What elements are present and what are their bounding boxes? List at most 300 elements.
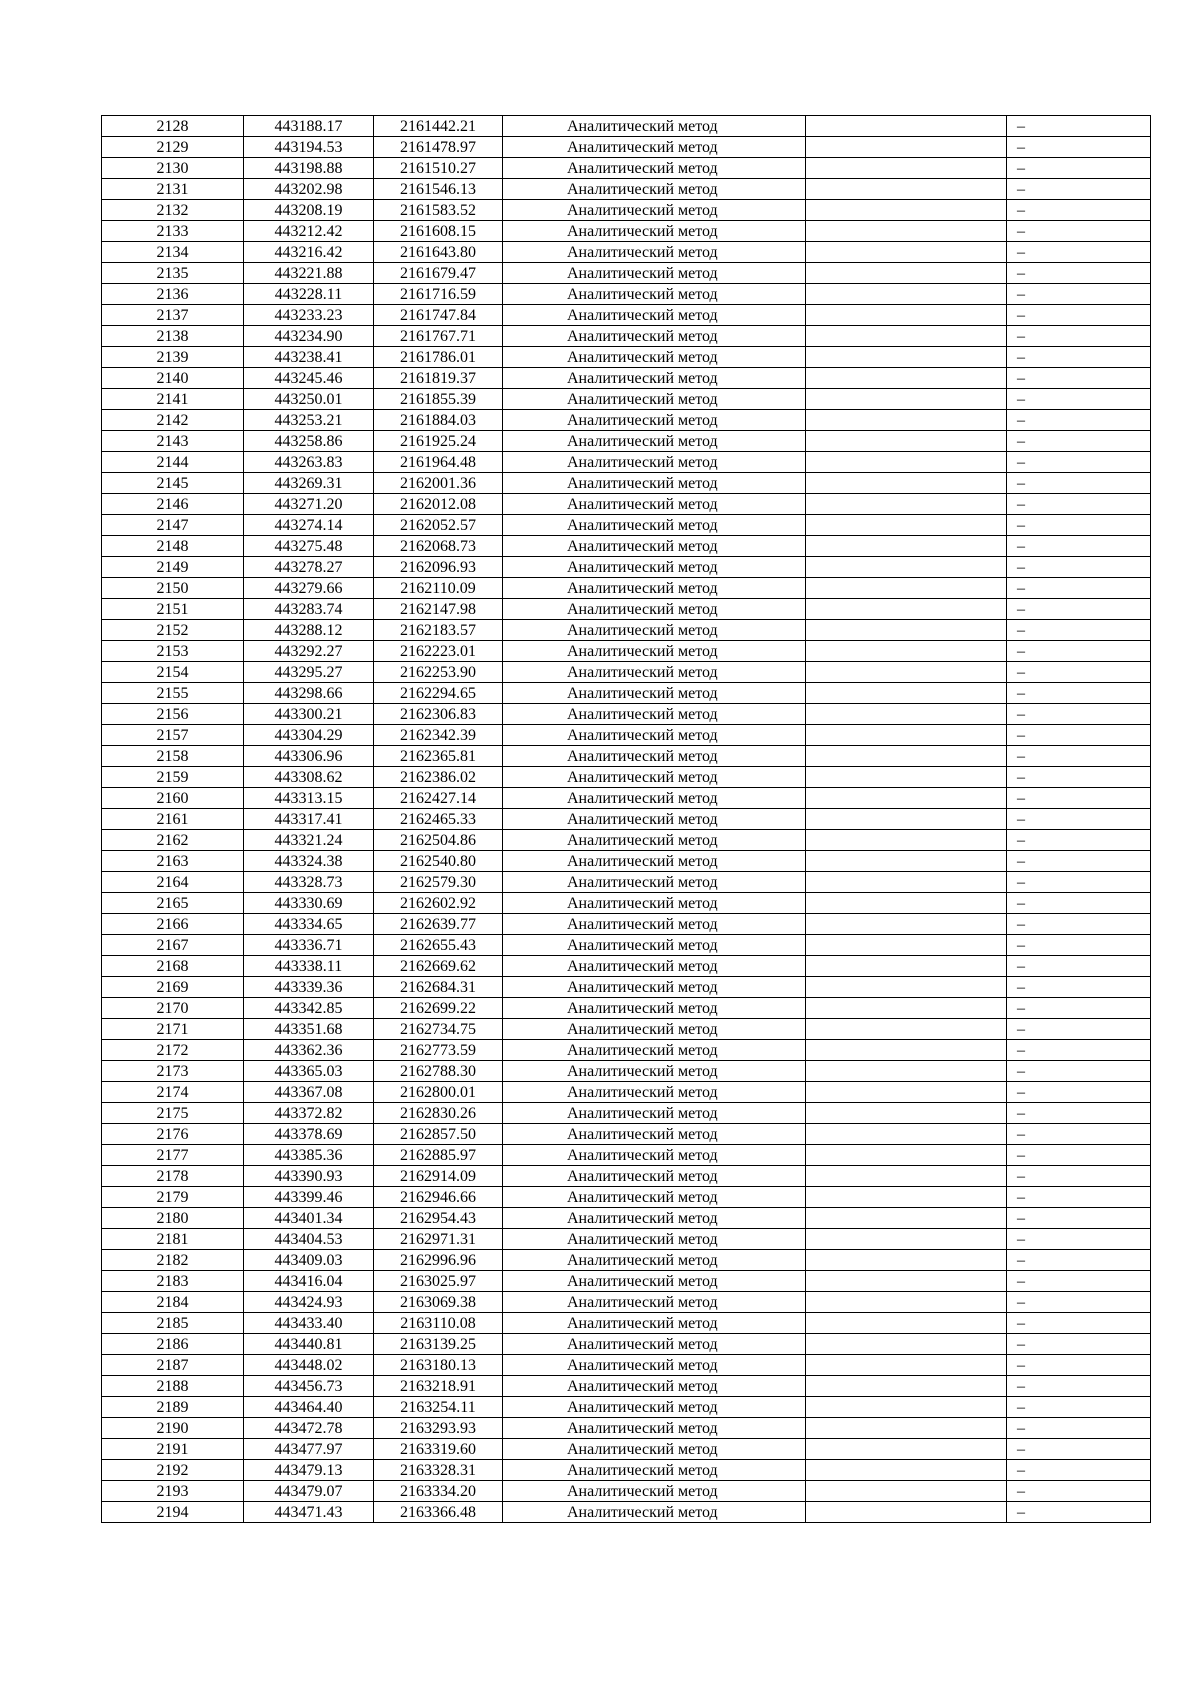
blank-cell [806, 1460, 1007, 1481]
y-coordinate-cell: 2162052.57 [374, 515, 503, 536]
table-row [102, 662, 1151, 683]
y-coordinate-cell: 2162830.26 [374, 1103, 503, 1124]
blank-cell [806, 557, 1007, 578]
x-coordinate-cell: 443238.41 [244, 347, 374, 368]
point-number-cell: 2161 [102, 809, 244, 830]
dash-cell: – [1007, 620, 1151, 641]
method-cell: Аналитический метод [503, 1502, 806, 1523]
blank-cell [806, 137, 1007, 158]
method-cell: Аналитический метод [503, 1271, 806, 1292]
blank-cell [806, 1208, 1007, 1229]
point-number-cell: 2154 [102, 662, 244, 683]
y-coordinate-cell: 2161964.48 [374, 452, 503, 473]
x-coordinate-cell: 443245.46 [244, 368, 374, 389]
dash-cell: – [1007, 1145, 1151, 1166]
blank-cell [806, 1019, 1007, 1040]
x-coordinate-cell: 443198.88 [244, 158, 374, 179]
method-cell: Аналитический метод [503, 788, 806, 809]
blank-cell [806, 1124, 1007, 1145]
dash-cell: – [1007, 851, 1151, 872]
point-number-cell: 2137 [102, 305, 244, 326]
x-coordinate-cell: 443278.27 [244, 557, 374, 578]
x-coordinate-cell: 443404.53 [244, 1229, 374, 1250]
blank-cell [806, 599, 1007, 620]
y-coordinate-cell: 2162147.98 [374, 599, 503, 620]
dash-cell: – [1007, 557, 1151, 578]
y-coordinate-cell: 2161925.24 [374, 431, 503, 452]
point-number-cell: 2170 [102, 998, 244, 1019]
point-number-cell: 2166 [102, 914, 244, 935]
blank-cell [806, 536, 1007, 557]
point-number-cell: 2131 [102, 179, 244, 200]
x-coordinate-cell: 443253.21 [244, 410, 374, 431]
point-number-cell: 2135 [102, 263, 244, 284]
blank-cell [806, 1481, 1007, 1502]
x-coordinate-cell: 443385.36 [244, 1145, 374, 1166]
method-cell: Аналитический метод [503, 830, 806, 851]
table-row [102, 410, 1151, 431]
dash-cell: – [1007, 242, 1151, 263]
method-cell: Аналитический метод [503, 998, 806, 1019]
method-cell: Аналитический метод [503, 221, 806, 242]
method-cell: Аналитический метод [503, 1292, 806, 1313]
point-number-cell: 2163 [102, 851, 244, 872]
y-coordinate-cell: 2162699.22 [374, 998, 503, 1019]
x-coordinate-cell: 443399.46 [244, 1187, 374, 1208]
blank-cell [806, 1313, 1007, 1334]
y-coordinate-cell: 2162012.08 [374, 494, 503, 515]
point-number-cell: 2128 [102, 116, 244, 137]
y-coordinate-cell: 2163319.60 [374, 1439, 503, 1460]
method-cell: Аналитический метод [503, 305, 806, 326]
method-cell: Аналитический метод [503, 872, 806, 893]
blank-cell [806, 494, 1007, 515]
table-row [102, 746, 1151, 767]
y-coordinate-cell: 2161855.39 [374, 389, 503, 410]
x-coordinate-cell: 443216.42 [244, 242, 374, 263]
method-cell: Аналитический метод [503, 641, 806, 662]
table-row [102, 977, 1151, 998]
x-coordinate-cell: 443228.11 [244, 284, 374, 305]
y-coordinate-cell: 2161819.37 [374, 368, 503, 389]
x-coordinate-cell: 443212.42 [244, 221, 374, 242]
point-number-cell: 2194 [102, 1502, 244, 1523]
point-number-cell: 2165 [102, 893, 244, 914]
x-coordinate-cell: 443317.41 [244, 809, 374, 830]
method-cell: Аналитический метод [503, 1229, 806, 1250]
table-row [102, 200, 1151, 221]
y-coordinate-cell: 2162639.77 [374, 914, 503, 935]
method-cell: Аналитический метод [503, 158, 806, 179]
point-number-cell: 2144 [102, 452, 244, 473]
blank-cell [806, 830, 1007, 851]
blank-cell [806, 1292, 1007, 1313]
blank-cell [806, 1355, 1007, 1376]
point-number-cell: 2176 [102, 1124, 244, 1145]
dash-cell: – [1007, 158, 1151, 179]
dash-cell: – [1007, 1355, 1151, 1376]
y-coordinate-cell: 2162684.31 [374, 977, 503, 998]
table-row [102, 305, 1151, 326]
method-cell: Аналитический метод [503, 179, 806, 200]
table-row [102, 1481, 1151, 1502]
method-cell: Аналитический метод [503, 1040, 806, 1061]
y-coordinate-cell: 2163139.25 [374, 1334, 503, 1355]
x-coordinate-cell: 443339.36 [244, 977, 374, 998]
point-number-cell: 2164 [102, 872, 244, 893]
method-cell: Аналитический метод [503, 1082, 806, 1103]
x-coordinate-cell: 443274.14 [244, 515, 374, 536]
method-cell: Аналитический метод [503, 1418, 806, 1439]
table-row [102, 1103, 1151, 1124]
point-number-cell: 2136 [102, 284, 244, 305]
point-number-cell: 2192 [102, 1460, 244, 1481]
dash-cell: – [1007, 956, 1151, 977]
y-coordinate-cell: 2162386.02 [374, 767, 503, 788]
blank-cell [806, 935, 1007, 956]
dash-cell: – [1007, 284, 1151, 305]
dash-cell: – [1007, 1481, 1151, 1502]
point-number-cell: 2186 [102, 1334, 244, 1355]
x-coordinate-cell: 443308.62 [244, 767, 374, 788]
blank-cell [806, 305, 1007, 326]
x-coordinate-cell: 443477.97 [244, 1439, 374, 1460]
y-coordinate-cell: 2162946.66 [374, 1187, 503, 1208]
blank-cell [806, 683, 1007, 704]
table-row [102, 158, 1151, 179]
x-coordinate-cell: 443279.66 [244, 578, 374, 599]
blank-cell [806, 326, 1007, 347]
method-cell: Аналитический метод [503, 1355, 806, 1376]
blank-cell [806, 116, 1007, 137]
method-cell: Аналитический метод [503, 683, 806, 704]
table-row [102, 830, 1151, 851]
method-cell: Аналитический метод [503, 1061, 806, 1082]
dash-cell: – [1007, 494, 1151, 515]
dash-cell: – [1007, 1103, 1151, 1124]
x-coordinate-cell: 443351.68 [244, 1019, 374, 1040]
point-number-cell: 2162 [102, 830, 244, 851]
blank-cell [806, 200, 1007, 221]
y-coordinate-cell: 2163025.97 [374, 1271, 503, 1292]
method-cell: Аналитический метод [503, 1460, 806, 1481]
blank-cell [806, 998, 1007, 1019]
table-row [102, 431, 1151, 452]
table-row [102, 557, 1151, 578]
table-row [102, 1439, 1151, 1460]
dash-cell: – [1007, 1019, 1151, 1040]
y-coordinate-cell: 2162465.33 [374, 809, 503, 830]
dash-cell: – [1007, 431, 1151, 452]
point-number-cell: 2184 [102, 1292, 244, 1313]
table-row [102, 725, 1151, 746]
y-coordinate-cell: 2162294.65 [374, 683, 503, 704]
method-cell: Аналитический метод [503, 662, 806, 683]
y-coordinate-cell: 2163180.13 [374, 1355, 503, 1376]
y-coordinate-cell: 2162800.01 [374, 1082, 503, 1103]
blank-cell [806, 1271, 1007, 1292]
y-coordinate-cell: 2162306.83 [374, 704, 503, 725]
x-coordinate-cell: 443269.31 [244, 473, 374, 494]
method-cell: Аналитический метод [503, 599, 806, 620]
blank-cell [806, 1376, 1007, 1397]
blank-cell [806, 158, 1007, 179]
x-coordinate-cell: 443313.15 [244, 788, 374, 809]
table-row [102, 284, 1151, 305]
y-coordinate-cell: 2162253.90 [374, 662, 503, 683]
point-number-cell: 2138 [102, 326, 244, 347]
blank-cell [806, 851, 1007, 872]
y-coordinate-cell: 2162342.39 [374, 725, 503, 746]
point-number-cell: 2168 [102, 956, 244, 977]
table-row [102, 1061, 1151, 1082]
y-coordinate-cell: 2161884.03 [374, 410, 503, 431]
dash-cell: – [1007, 368, 1151, 389]
table-row [102, 851, 1151, 872]
y-coordinate-cell: 2161478.97 [374, 137, 503, 158]
point-number-cell: 2130 [102, 158, 244, 179]
point-number-cell: 2173 [102, 1061, 244, 1082]
point-number-cell: 2157 [102, 725, 244, 746]
method-cell: Аналитический метод [503, 1166, 806, 1187]
point-number-cell: 2158 [102, 746, 244, 767]
y-coordinate-cell: 2161767.71 [374, 326, 503, 347]
dash-cell: – [1007, 830, 1151, 851]
blank-cell [806, 284, 1007, 305]
coordinates-table-body [102, 116, 1151, 1523]
dash-cell: – [1007, 1061, 1151, 1082]
blank-cell [806, 1061, 1007, 1082]
method-cell: Аналитический метод [503, 1313, 806, 1334]
method-cell: Аналитический метод [503, 809, 806, 830]
x-coordinate-cell: 443295.27 [244, 662, 374, 683]
dash-cell: – [1007, 389, 1151, 410]
y-coordinate-cell: 2162504.86 [374, 830, 503, 851]
blank-cell [806, 1502, 1007, 1523]
x-coordinate-cell: 443275.48 [244, 536, 374, 557]
x-coordinate-cell: 443448.02 [244, 1355, 374, 1376]
blank-cell [806, 1145, 1007, 1166]
method-cell: Аналитический метод [503, 410, 806, 431]
table-row [102, 1376, 1151, 1397]
table-row [102, 1460, 1151, 1481]
table-row [102, 578, 1151, 599]
table-row [102, 116, 1151, 137]
point-number-cell: 2182 [102, 1250, 244, 1271]
blank-cell [806, 1334, 1007, 1355]
point-number-cell: 2132 [102, 200, 244, 221]
table-row [102, 1166, 1151, 1187]
method-cell: Аналитический метод [503, 1103, 806, 1124]
y-coordinate-cell: 2161583.52 [374, 200, 503, 221]
point-number-cell: 2181 [102, 1229, 244, 1250]
coordinates-table [101, 115, 1151, 1523]
table-row [102, 1019, 1151, 1040]
table-row [102, 326, 1151, 347]
y-coordinate-cell: 2163110.08 [374, 1313, 503, 1334]
y-coordinate-cell: 2162669.62 [374, 956, 503, 977]
table-row [102, 1397, 1151, 1418]
dash-cell: – [1007, 1334, 1151, 1355]
method-cell: Аналитический метод [503, 1439, 806, 1460]
table-row [102, 1334, 1151, 1355]
blank-cell [806, 242, 1007, 263]
blank-cell [806, 389, 1007, 410]
dash-cell: – [1007, 116, 1151, 137]
dash-cell: – [1007, 326, 1151, 347]
method-cell: Аналитический метод [503, 137, 806, 158]
point-number-cell: 2143 [102, 431, 244, 452]
dash-cell: – [1007, 1124, 1151, 1145]
dash-cell: – [1007, 788, 1151, 809]
point-number-cell: 2174 [102, 1082, 244, 1103]
y-coordinate-cell: 2161716.59 [374, 284, 503, 305]
dash-cell: – [1007, 1250, 1151, 1271]
dash-cell: – [1007, 1040, 1151, 1061]
y-coordinate-cell: 2161786.01 [374, 347, 503, 368]
table-row [102, 452, 1151, 473]
y-coordinate-cell: 2163254.11 [374, 1397, 503, 1418]
point-number-cell: 2147 [102, 515, 244, 536]
table-row [102, 788, 1151, 809]
y-coordinate-cell: 2162971.31 [374, 1229, 503, 1250]
x-coordinate-cell: 443342.85 [244, 998, 374, 1019]
blank-cell [806, 1229, 1007, 1250]
blank-cell [806, 347, 1007, 368]
table-row [102, 1250, 1151, 1271]
point-number-cell: 2149 [102, 557, 244, 578]
dash-cell: – [1007, 1208, 1151, 1229]
table-row [102, 242, 1151, 263]
method-cell: Аналитический метод [503, 725, 806, 746]
x-coordinate-cell: 443292.27 [244, 641, 374, 662]
y-coordinate-cell: 2163328.31 [374, 1460, 503, 1481]
point-number-cell: 2140 [102, 368, 244, 389]
blank-cell [806, 893, 1007, 914]
blank-cell [806, 179, 1007, 200]
dash-cell: – [1007, 1229, 1151, 1250]
table-row [102, 893, 1151, 914]
method-cell: Аналитический метод [503, 1250, 806, 1271]
point-number-cell: 2180 [102, 1208, 244, 1229]
dash-cell: – [1007, 704, 1151, 725]
method-cell: Аналитический метод [503, 452, 806, 473]
x-coordinate-cell: 443471.43 [244, 1502, 374, 1523]
point-number-cell: 2160 [102, 788, 244, 809]
y-coordinate-cell: 2162788.30 [374, 1061, 503, 1082]
x-coordinate-cell: 443250.01 [244, 389, 374, 410]
x-coordinate-cell: 443263.83 [244, 452, 374, 473]
point-number-cell: 2159 [102, 767, 244, 788]
x-coordinate-cell: 443288.12 [244, 620, 374, 641]
dash-cell: – [1007, 998, 1151, 1019]
dash-cell: – [1007, 1502, 1151, 1523]
table-row [102, 137, 1151, 158]
table-row [102, 347, 1151, 368]
method-cell: Аналитический метод [503, 1481, 806, 1502]
blank-cell [806, 704, 1007, 725]
blank-cell [806, 410, 1007, 431]
y-coordinate-cell: 2161747.84 [374, 305, 503, 326]
table-row [102, 1502, 1151, 1523]
y-coordinate-cell: 2161442.21 [374, 116, 503, 137]
dash-cell: – [1007, 410, 1151, 431]
blank-cell [806, 767, 1007, 788]
dash-cell: – [1007, 977, 1151, 998]
y-coordinate-cell: 2162068.73 [374, 536, 503, 557]
blank-cell [806, 1103, 1007, 1124]
blank-cell [806, 221, 1007, 242]
x-coordinate-cell: 443321.24 [244, 830, 374, 851]
blank-cell [806, 1397, 1007, 1418]
table-row [102, 914, 1151, 935]
table-row [102, 998, 1151, 1019]
dash-cell: – [1007, 137, 1151, 158]
blank-cell [806, 1082, 1007, 1103]
method-cell: Аналитический метод [503, 557, 806, 578]
y-coordinate-cell: 2162954.43 [374, 1208, 503, 1229]
method-cell: Аналитический метод [503, 368, 806, 389]
y-coordinate-cell: 2163069.38 [374, 1292, 503, 1313]
x-coordinate-cell: 443338.11 [244, 956, 374, 977]
method-cell: Аналитический метод [503, 914, 806, 935]
point-number-cell: 2156 [102, 704, 244, 725]
y-coordinate-cell: 2163366.48 [374, 1502, 503, 1523]
dash-cell: – [1007, 578, 1151, 599]
dash-cell: – [1007, 200, 1151, 221]
y-coordinate-cell: 2162579.30 [374, 872, 503, 893]
point-number-cell: 2185 [102, 1313, 244, 1334]
y-coordinate-cell: 2162857.50 [374, 1124, 503, 1145]
method-cell: Аналитический метод [503, 536, 806, 557]
x-coordinate-cell: 443221.88 [244, 263, 374, 284]
x-coordinate-cell: 443472.78 [244, 1418, 374, 1439]
x-coordinate-cell: 443416.04 [244, 1271, 374, 1292]
y-coordinate-cell: 2163218.91 [374, 1376, 503, 1397]
point-number-cell: 2146 [102, 494, 244, 515]
blank-cell [806, 473, 1007, 494]
method-cell: Аналитический метод [503, 935, 806, 956]
dash-cell: – [1007, 767, 1151, 788]
x-coordinate-cell: 443390.93 [244, 1166, 374, 1187]
x-coordinate-cell: 443464.40 [244, 1397, 374, 1418]
method-cell: Аналитический метод [503, 851, 806, 872]
method-cell: Аналитический метод [503, 704, 806, 725]
blank-cell [806, 1040, 1007, 1061]
y-coordinate-cell: 2161608.15 [374, 221, 503, 242]
x-coordinate-cell: 443188.17 [244, 116, 374, 137]
y-coordinate-cell: 2162096.93 [374, 557, 503, 578]
blank-cell [806, 1439, 1007, 1460]
method-cell: Аналитический метод [503, 746, 806, 767]
x-coordinate-cell: 443365.03 [244, 1061, 374, 1082]
blank-cell [806, 956, 1007, 977]
dash-cell: – [1007, 1397, 1151, 1418]
table-row [102, 536, 1151, 557]
x-coordinate-cell: 443304.29 [244, 725, 374, 746]
dash-cell: – [1007, 515, 1151, 536]
method-cell: Аналитический метод [503, 389, 806, 410]
method-cell: Аналитический метод [503, 347, 806, 368]
point-number-cell: 2187 [102, 1355, 244, 1376]
table-row [102, 263, 1151, 284]
point-number-cell: 2152 [102, 620, 244, 641]
dash-cell: – [1007, 893, 1151, 914]
blank-cell [806, 1166, 1007, 1187]
point-number-cell: 2190 [102, 1418, 244, 1439]
dash-cell: – [1007, 746, 1151, 767]
table-row [102, 599, 1151, 620]
